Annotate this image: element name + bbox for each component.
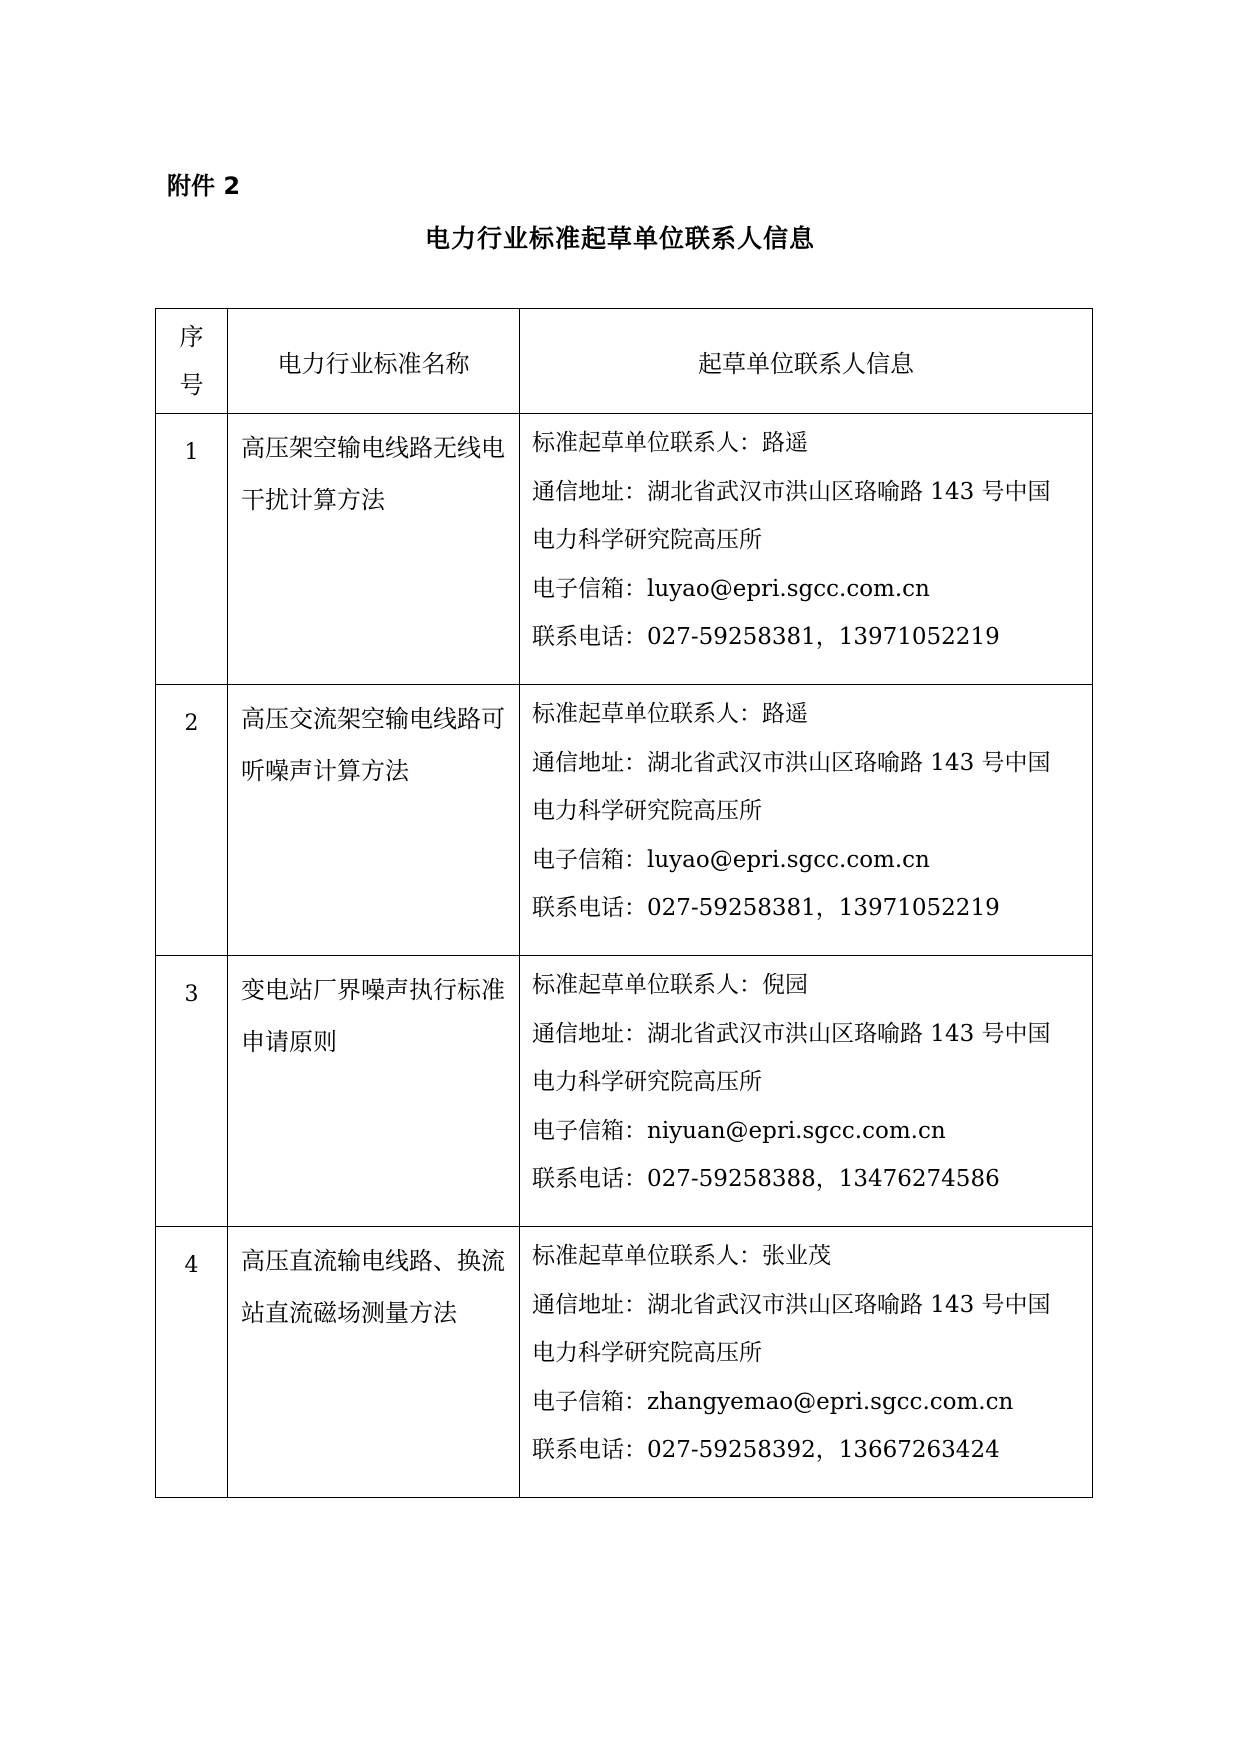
row-standard-name: 高压架空输电线路无线电干扰计算方法 [228, 414, 520, 685]
attachment-label: 附件 2 [167, 172, 241, 200]
row-seq: 4 [156, 1227, 228, 1498]
header-seq [156, 309, 228, 414]
table-row [156, 414, 1093, 685]
email: 电子信箱：zhangyemao@epri.sgcc.com.cn [532, 1388, 1014, 1415]
phone: 联系电话：027-59258388，13476274586 [532, 1166, 1000, 1192]
contact-person: 标准起草单位联系人：倪园 [532, 972, 808, 998]
address-line2: 电力科学研究院高压所 [532, 1340, 762, 1366]
row-contact-info [520, 685, 1093, 956]
address-line1: 通信地址：湖北省武汉市洪山区珞喻路 143 号中国 [532, 478, 1051, 505]
phone: 联系电话：027-59258381，13971052219 [532, 895, 1000, 921]
phone: 联系电话：027-59258381，13971052219 [532, 624, 1000, 650]
row-seq: 3 [156, 956, 228, 1227]
row-standard-name: 高压直流输电线路、换流站直流磁场测量方法 [228, 1227, 520, 1498]
address-line2: 电力科学研究院高压所 [532, 1069, 762, 1095]
contact-person: 标准起草单位联系人：路遥 [532, 430, 808, 456]
table-row [156, 685, 1093, 956]
address-line2: 电力科学研究院高压所 [532, 527, 762, 553]
header-seq-line2: 号 [179, 371, 204, 399]
document-title: 电力行业标准起草单位联系人信息 [424, 224, 815, 253]
address-line1: 通信地址：湖北省武汉市洪山区珞喻路 143 号中国 [532, 1291, 1051, 1318]
phone: 联系电话：027-59258392，13667263424 [532, 1437, 1000, 1463]
header-standard-name: 电力行业标准名称 [228, 309, 520, 414]
email: 电子信箱：niyuan@epri.sgcc.com.cn [532, 1117, 946, 1144]
row-standard-name: 高压交流架空输电线路可听噪声计算方法 [228, 685, 520, 956]
row-seq: 1 [156, 414, 228, 685]
row-contact-info [520, 414, 1093, 685]
row-standard-name: 变电站厂界噪声执行标准申请原则 [228, 956, 520, 1227]
contact-person: 标准起草单位联系人：路遥 [532, 701, 808, 727]
contact-table [155, 308, 1093, 1498]
table-row [156, 1227, 1093, 1498]
header-contact-info: 起草单位联系人信息 [520, 309, 1093, 414]
address-line2: 电力科学研究院高压所 [532, 798, 762, 824]
table-row [156, 956, 1093, 1227]
row-contact-info [520, 1227, 1093, 1498]
contact-person: 标准起草单位联系人：张业茂 [532, 1243, 831, 1269]
email: 电子信箱：luyao@epri.sgcc.com.cn [532, 575, 930, 602]
table-header-row [156, 309, 1093, 414]
row-seq: 2 [156, 685, 228, 956]
address-line1: 通信地址：湖北省武汉市洪山区珞喻路 143 号中国 [532, 1020, 1051, 1047]
header-seq-line1: 序 [179, 323, 204, 351]
address-line1: 通信地址：湖北省武汉市洪山区珞喻路 143 号中国 [532, 749, 1051, 776]
email: 电子信箱：luyao@epri.sgcc.com.cn [532, 846, 930, 873]
row-contact-info [520, 956, 1093, 1227]
